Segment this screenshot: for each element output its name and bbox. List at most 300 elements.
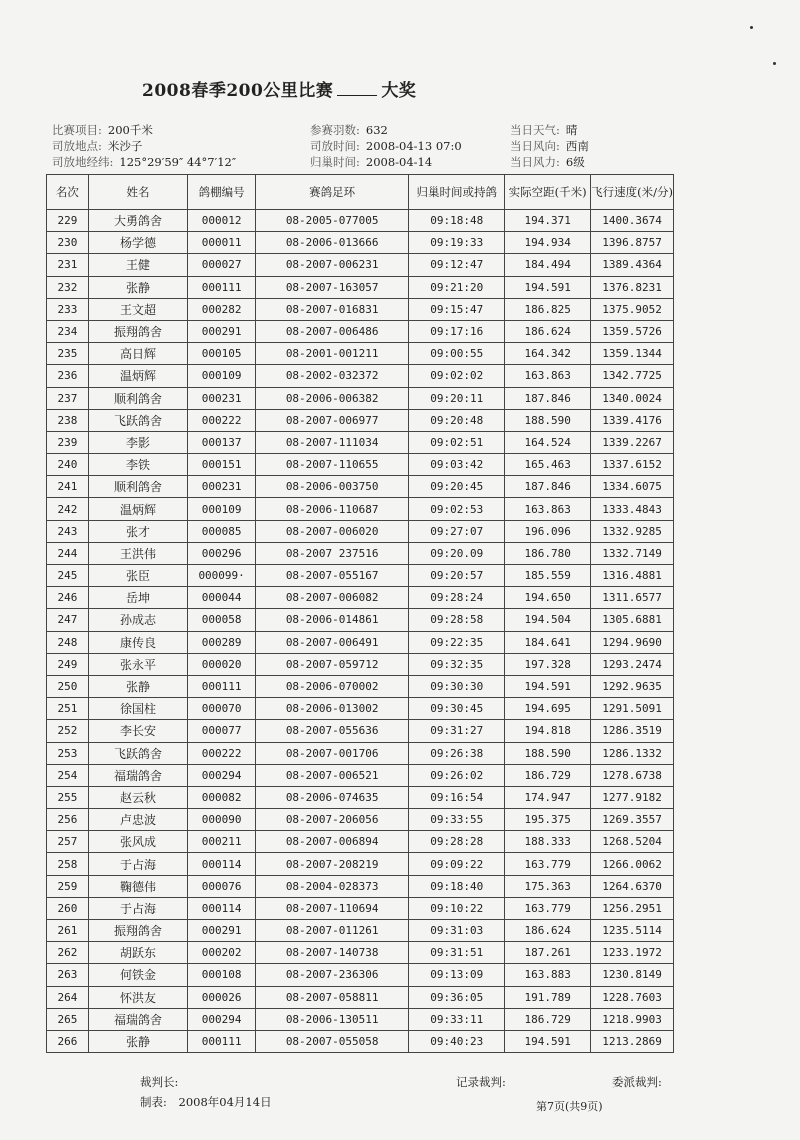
info-return-time [310,154,432,170]
speed-cell: 1256.2951 [591,897,674,919]
rank-cell: 242 [47,498,89,520]
return-time-cell: 09:27:07 [409,520,505,542]
return-time-cell: 09:26:38 [409,742,505,764]
name-cell: 张永平 [88,653,187,675]
table-row [47,431,674,453]
speed-cell: 1332.9285 [591,520,674,542]
rank-cell: 233 [47,298,89,320]
info-wind-force [510,154,585,170]
distance-cell: 186.729 [505,764,591,786]
loft-cell: 000294 [188,1008,256,1030]
info-return-time-value: 2008-04-14 [365,155,433,169]
speed-cell: 1286.3519 [591,720,674,742]
ring-cell: 08-2006-074635 [256,786,409,808]
rank-cell: 262 [47,942,89,964]
distance-cell: 163.863 [505,498,591,520]
ring-cell: 08-2007-006486 [256,320,409,342]
ring-cell: 08-2007-006082 [256,587,409,609]
return-time-cell: 09:28:24 [409,587,505,609]
results-body [47,210,674,1053]
name-cell: 张臣 [88,565,187,587]
ring-cell: 08-2007-140738 [256,942,409,964]
ring-cell: 08-2002-032372 [256,365,409,387]
info-project-label: 比赛项目: [52,123,102,137]
rank-cell: 265 [47,1008,89,1030]
loft-cell: 000282 [188,298,256,320]
title-underline [337,95,377,96]
speed-cell: 1264.6370 [591,875,674,897]
speed-cell: 1339.4176 [591,409,674,431]
rank-cell: 260 [47,897,89,919]
name-cell: 李长安 [88,720,187,742]
table-row [47,1030,674,1052]
table-header-row [47,175,674,210]
table-row [47,897,674,919]
rank-cell: 247 [47,609,89,631]
rank-cell: 261 [47,920,89,942]
return-time-cell: 09:31:51 [409,942,505,964]
return-time-cell: 09:03:42 [409,454,505,476]
info-project [52,122,153,138]
return-time-cell: 09:36:05 [409,986,505,1008]
ring-cell: 08-2005-077005 [256,210,409,232]
name-cell: 高日辉 [88,343,187,365]
table-row [47,210,674,232]
return-time-cell: 09:02:53 [409,498,505,520]
ring-cell: 08-2006-003750 [256,476,409,498]
col-loft-header: 鸽棚编号 [188,175,256,210]
rank-cell: 230 [47,232,89,254]
name-cell: 大勇鸽舍 [88,210,187,232]
ring-cell: 08-2007-055167 [256,565,409,587]
return-time-cell: 09:18:48 [409,210,505,232]
info-count-label: 参赛羽数: [310,123,360,137]
table-row [47,498,674,520]
table-row [47,276,674,298]
results-table [46,174,674,1053]
loft-cell: 000111 [188,1030,256,1052]
speed-cell: 1359.5726 [591,320,674,342]
return-time-cell: 09:20:57 [409,565,505,587]
name-cell: 赵云秋 [88,786,187,808]
ring-cell: 08-2007-059712 [256,653,409,675]
distance-cell: 185.559 [505,565,591,587]
ring-cell: 08-2006-014861 [256,609,409,631]
return-time-cell: 09:10:22 [409,897,505,919]
ring-cell: 08-2007-006521 [256,764,409,786]
col-speed-header: 飞行速度(米/分) [591,175,674,210]
speed-cell: 1311.6577 [591,587,674,609]
loft-cell: 000211 [188,831,256,853]
info-wind-dir-value: 西南 [565,139,589,153]
rank-cell: 263 [47,964,89,986]
speed-cell: 1339.2267 [591,431,674,453]
distance-cell: 194.591 [505,1030,591,1052]
speed-cell: 1228.7603 [591,986,674,1008]
distance-cell: 164.342 [505,343,591,365]
return-time-cell: 09:30:30 [409,675,505,697]
info-weather-label: 当日天气: [510,123,560,137]
table-row [47,520,674,542]
rank-cell: 248 [47,631,89,653]
table-row [47,320,674,342]
loft-cell: 000291 [188,320,256,342]
ring-cell: 08-2001-001211 [256,343,409,365]
return-time-cell: 09:40:23 [409,1030,505,1052]
ring-cell: 08-2007-163057 [256,276,409,298]
return-time-cell: 09:18:40 [409,875,505,897]
return-time-cell: 09:17:16 [409,320,505,342]
loft-cell: 000109 [188,365,256,387]
page-indicator: 第7页(共9页) [536,1100,603,1113]
ring-cell: 08-2007-058811 [256,986,409,1008]
info-coords-label: 司放地经纬: [52,155,114,169]
info-location [52,138,142,154]
loft-cell: 000294 [188,764,256,786]
distance-cell: 194.650 [505,587,591,609]
return-time-cell: 09:19:33 [409,232,505,254]
loft-cell: 000011 [188,232,256,254]
ring-cell: 08-2007-111034 [256,431,409,453]
return-time-cell: 09:02:02 [409,365,505,387]
loft-cell: 000027 [188,254,256,276]
speed-cell: 1337.6152 [591,454,674,476]
table-row [47,720,674,742]
info-coords-value: 125°29′59″ 44°7′12″ [119,155,237,169]
ring-cell: 08-2007-006894 [256,831,409,853]
ring-cell: 08-2006-013666 [256,232,409,254]
name-cell: 张静 [88,675,187,697]
col-rank-header: 名次 [47,175,89,210]
distance-cell: 188.590 [505,742,591,764]
return-time-cell: 09:15:47 [409,298,505,320]
table-row [47,653,674,675]
loft-cell: 000151 [188,454,256,476]
info-location-label: 司放地点: [52,139,102,153]
maker-label: 制表: [140,1095,167,1109]
distance-cell: 163.779 [505,853,591,875]
distance-cell: 191.789 [505,986,591,1008]
ring-cell: 08-2007-011261 [256,920,409,942]
loft-cell: 000114 [188,853,256,875]
name-cell: 福瑞鸽舍 [88,1008,187,1030]
name-cell: 于占海 [88,897,187,919]
rank-cell: 239 [47,431,89,453]
name-cell: 顺利鸽舍 [88,387,187,409]
ring-cell: 08-2007-206056 [256,809,409,831]
distance-cell: 194.818 [505,720,591,742]
loft-cell: 000231 [188,387,256,409]
col-ring-header: 赛鸽足环 [256,175,409,210]
name-cell: 振翔鸽舍 [88,920,187,942]
distance-cell: 186.624 [505,920,591,942]
speed-cell: 1230.8149 [591,964,674,986]
distance-cell: 194.695 [505,698,591,720]
distance-cell: 188.333 [505,831,591,853]
speed-cell: 1213.2869 [591,1030,674,1052]
name-cell: 张风成 [88,831,187,853]
table-row [47,343,674,365]
name-cell: 飞跃鸽舍 [88,409,187,431]
loft-cell: 000076 [188,875,256,897]
return-time-cell: 09:20:11 [409,387,505,409]
rank-cell: 237 [47,387,89,409]
ring-cell: 08-2007-110655 [256,454,409,476]
distance-cell: 165.463 [505,454,591,476]
name-cell: 杨学德 [88,232,187,254]
speed-cell: 1293.2474 [591,653,674,675]
name-cell: 徐国柱 [88,698,187,720]
ring-cell: 08-2006-006382 [256,387,409,409]
loft-cell: 000099· [188,565,256,587]
return-time-cell: 09:26:02 [409,764,505,786]
info-release-time-label: 司放时间: [310,139,360,153]
info-wind-force-label: 当日风力: [510,155,560,169]
info-weather [510,122,577,138]
distance-cell: 184.494 [505,254,591,276]
table-row [47,942,674,964]
table-row [47,986,674,1008]
return-time-cell: 09:20:48 [409,409,505,431]
ring-cell: 08-2007-006231 [256,254,409,276]
loft-cell: 000085 [188,520,256,542]
distance-cell: 197.328 [505,653,591,675]
ring-cell: 08-2007-006491 [256,631,409,653]
loft-cell: 000108 [188,964,256,986]
table-row [47,631,674,653]
distance-cell: 174.947 [505,786,591,808]
distance-cell: 194.504 [505,609,591,631]
return-time-cell: 09:33:11 [409,1008,505,1030]
col-return-header: 归巢时间或持鸽 [409,175,505,210]
table-row [47,1008,674,1030]
rank-cell: 235 [47,343,89,365]
delegate-label: 委派裁判: [612,1075,662,1089]
rank-cell: 244 [47,542,89,564]
loft-cell: 000044 [188,587,256,609]
distance-cell: 163.863 [505,365,591,387]
table-row [47,764,674,786]
table-row [47,587,674,609]
speed-cell: 1286.1332 [591,742,674,764]
table-row [47,831,674,853]
ring-cell: 08-2007-055636 [256,720,409,742]
rank-cell: 238 [47,409,89,431]
name-cell: 飞跃鸽舍 [88,742,187,764]
table-row [47,454,674,476]
speed-cell: 1334.6075 [591,476,674,498]
table-row [47,853,674,875]
distance-cell: 186.729 [505,1008,591,1030]
loft-cell: 000202 [188,942,256,964]
return-time-cell: 09:33:55 [409,809,505,831]
speed-cell: 1277.9182 [591,786,674,808]
table-row [47,675,674,697]
return-time-cell: 09:02:51 [409,431,505,453]
return-time-cell: 09:00:55 [409,343,505,365]
name-cell: 李影 [88,431,187,453]
speed-cell: 1332.7149 [591,542,674,564]
rank-cell: 251 [47,698,89,720]
return-time-cell: 09:28:28 [409,831,505,853]
rank-cell: 252 [47,720,89,742]
name-cell: 孙成志 [88,609,187,631]
name-cell: 张静 [88,276,187,298]
rank-cell: 256 [47,809,89,831]
rank-cell: 255 [47,786,89,808]
return-time-cell: 09:28:58 [409,609,505,631]
rank-cell: 249 [47,653,89,675]
name-cell: 胡跃东 [88,942,187,964]
rank-cell: 250 [47,675,89,697]
rank-cell: 258 [47,853,89,875]
loft-cell: 000082 [188,786,256,808]
info-location-value: 米沙子 [107,139,143,153]
rank-cell: 229 [47,210,89,232]
ring-cell: 08-2007-006977 [256,409,409,431]
table-row [47,742,674,764]
table-row [47,387,674,409]
table-row [47,232,674,254]
speed-cell: 1294.9690 [591,631,674,653]
ring-cell: 08-2006-013002 [256,698,409,720]
table-row [47,542,674,564]
rank-cell: 240 [47,454,89,476]
ring-cell: 08-2007 237516 [256,542,409,564]
return-time-cell: 09:31:27 [409,720,505,742]
loft-cell: 000114 [188,897,256,919]
name-cell: 张静 [88,1030,187,1052]
distance-cell: 163.883 [505,964,591,986]
distance-cell: 187.261 [505,942,591,964]
loft-cell: 000222 [188,409,256,431]
speed-cell: 1333.4843 [591,498,674,520]
return-time-cell: 09:32:35 [409,653,505,675]
loft-cell: 000020 [188,653,256,675]
ring-cell: 08-2004-028373 [256,875,409,897]
table-row [47,298,674,320]
loft-cell: 000026 [188,986,256,1008]
rank-cell: 253 [47,742,89,764]
table-row [47,409,674,431]
distance-cell: 184.641 [505,631,591,653]
title-text: 2008春季200公里比赛 [142,81,334,101]
rank-cell: 231 [47,254,89,276]
distance-cell: 186.624 [505,320,591,342]
distance-cell: 187.846 [505,387,591,409]
recorder-label: 记录裁判: [456,1075,506,1089]
rank-cell: 254 [47,764,89,786]
made-date: 2008年04月14日 [178,1095,272,1109]
info-return-time-label: 归巢时间: [310,155,360,169]
speed-cell: 1266.0062 [591,853,674,875]
name-cell: 王洪伟 [88,542,187,564]
return-time-cell: 09:20:45 [409,476,505,498]
rank-cell: 241 [47,476,89,498]
return-time-cell: 09:09:22 [409,853,505,875]
distance-cell: 194.591 [505,675,591,697]
speed-cell: 1218.9903 [591,1008,674,1030]
rank-cell: 259 [47,875,89,897]
name-cell: 康传良 [88,631,187,653]
distance-cell: 175.363 [505,875,591,897]
name-cell: 怀洪友 [88,986,187,1008]
rank-cell: 246 [47,587,89,609]
col-distance-header: 实际空距(千米) [505,175,591,210]
table-row [47,786,674,808]
loft-cell: 000090 [188,809,256,831]
name-cell: 岳坤 [88,587,187,609]
speed-cell: 1233.1972 [591,942,674,964]
ring-cell: 08-2007-110694 [256,897,409,919]
table-row [47,565,674,587]
table-row [47,875,674,897]
name-cell: 卢忠波 [88,809,187,831]
loft-cell: 000058 [188,609,256,631]
speed-cell: 1269.3557 [591,809,674,831]
info-wind-dir [510,138,589,154]
scan-speck [773,62,776,65]
speed-cell: 1376.8231 [591,276,674,298]
ring-cell: 08-2006-070002 [256,675,409,697]
table-row [47,476,674,498]
table-row [47,365,674,387]
speed-cell: 1359.1344 [591,343,674,365]
ring-cell: 08-2006-110687 [256,498,409,520]
return-time-cell: 09:16:54 [409,786,505,808]
rank-cell: 257 [47,831,89,853]
loft-cell: 000109 [188,498,256,520]
name-cell: 振翔鸽舍 [88,320,187,342]
page-title [142,76,416,101]
name-cell: 温炳辉 [88,498,187,520]
ring-cell: 08-2007-016831 [256,298,409,320]
speed-cell: 1292.9635 [591,675,674,697]
scan-speck [750,26,753,29]
table-row [47,254,674,276]
info-count-value: 632 [365,123,388,137]
rank-cell: 264 [47,986,89,1008]
return-time-cell: 09:12:47 [409,254,505,276]
name-cell: 张才 [88,520,187,542]
speed-cell: 1291.5091 [591,698,674,720]
speed-cell: 1268.5204 [591,831,674,853]
loft-cell: 000289 [188,631,256,653]
name-cell: 王健 [88,254,187,276]
speed-cell: 1278.6738 [591,764,674,786]
made-by [140,1094,272,1110]
rank-cell: 245 [47,565,89,587]
table-row [47,920,674,942]
info-coords [52,154,236,170]
return-time-cell: 09:22:35 [409,631,505,653]
distance-cell: 195.375 [505,809,591,831]
return-time-cell: 09:31:03 [409,920,505,942]
ring-cell: 08-2007-001706 [256,742,409,764]
name-cell: 温炳辉 [88,365,187,387]
rank-cell: 232 [47,276,89,298]
name-cell: 李铁 [88,454,187,476]
distance-cell: 194.934 [505,232,591,254]
name-cell: 何铁金 [88,964,187,986]
speed-cell: 1396.8757 [591,232,674,254]
table-row [47,698,674,720]
loft-cell: 000291 [188,920,256,942]
loft-cell: 000222 [188,742,256,764]
return-time-cell: 09:13:09 [409,964,505,986]
speed-cell: 1400.3674 [591,210,674,232]
speed-cell: 1305.6881 [591,609,674,631]
